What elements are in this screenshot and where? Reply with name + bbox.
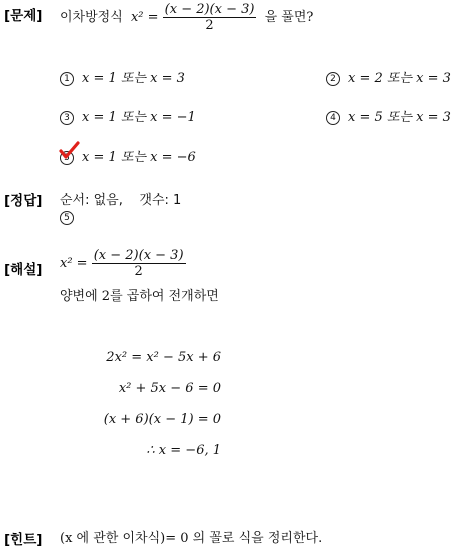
choice-4-text: x = 5 또는 x = 3 [348,110,451,125]
problem-fraction-numerator: (x − 2)(x − 3) [164,2,255,17]
problem-prefix: 이차방정식 [60,10,123,25]
solution-step-3: (x + 6)(x − 1) = 0 [103,412,221,427]
solution-tag: [해설] [4,262,43,278]
choice-3-text: x = 1 또는 x = −1 [82,110,196,125]
answer-circle-icon: 5 [60,211,74,225]
choice-4-number: 4 [326,111,340,125]
solution-fraction-denominator: 2 [134,264,143,279]
answer-value [60,210,74,225]
answer-tag: [정답] [4,193,43,209]
problem-suffix: 을 풀면? [264,10,314,25]
choice-3[interactable] [60,106,196,125]
solution-fraction [92,248,186,279]
problem-fraction-denominator: 2 [205,18,214,33]
choice-2[interactable] [326,67,451,86]
choice-5-number: 5 [60,151,74,165]
solution-fraction-numerator: (x − 2)(x − 3) [93,248,184,263]
choice-4[interactable] [326,106,451,125]
choice-1-number: 1 [60,72,74,86]
solution-line2: 양변에 2를 곱하여 전개하면 [60,289,219,304]
solution-lhs: x² = [60,256,88,271]
problem-statement [60,2,313,33]
hint-tag: [힌트] [4,532,43,548]
solution-step-1: 2x² = x² − 5x + 6 [106,350,221,365]
choice-1[interactable] [60,67,185,86]
choice-2-number: 2 [326,72,340,86]
answer-line: 순서: 없음, 갯수: 1 [60,193,182,208]
hint-text: (x 에 관한 이차식)= 0 의 꼴로 식을 정리한다. [60,531,323,546]
problem-lhs: x² = [130,10,159,25]
problem-fraction [163,2,257,33]
choice-5-text: x = 1 또는 x = −6 [82,150,196,165]
choice-1-text: x = 1 또는 x = 3 [82,71,185,86]
checkmark-icon [58,140,80,162]
solution-first-line [60,248,186,279]
solution-step-2: x² + 5x − 6 = 0 [118,381,221,396]
solution-step-4: ∴ x = −6, 1 [146,443,221,458]
choice-3-number: 3 [60,111,74,125]
choice-2-text: x = 2 또는 x = 3 [348,71,451,86]
problem-tag: [문제] [4,8,43,24]
choice-5[interactable] [60,146,196,165]
